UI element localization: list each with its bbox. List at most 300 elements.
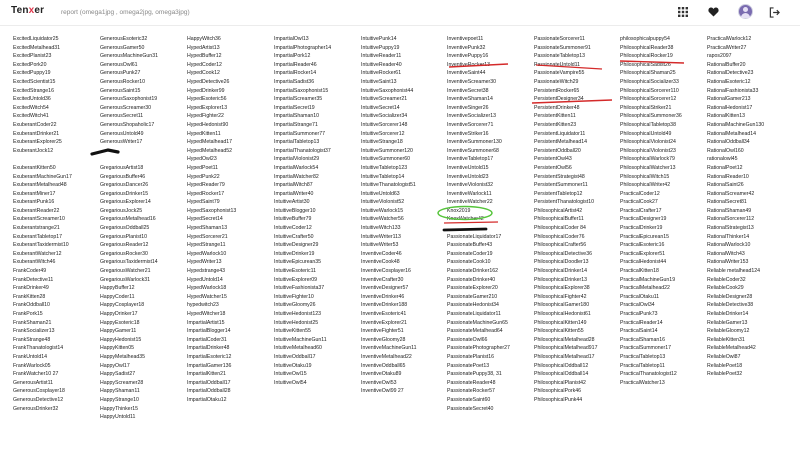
username-item[interactable]: IntuitiveScreamer21 [361,96,408,103]
username-item[interactable]: RationalThinker14 [707,233,750,240]
username-item[interactable]: PhilosophicalExplorer38 [534,285,590,292]
username-item[interactable]: InventiveDrinker188 [361,302,408,309]
username-item[interactable]: HypedPunk22 [187,173,220,180]
username-item[interactable]: HypedMetalhead17 [187,139,232,146]
username-item[interactable]: GenerousUntold49 [100,130,144,137]
username-item[interactable]: GenerousDrinker32 [13,405,59,412]
username-item[interactable]: ImpartialSaxophonist15 [274,87,329,94]
username-item[interactable]: IntuitiveViolonist52 [361,199,405,206]
username-item[interactable]: HappyCosplayer18 [100,302,145,309]
username-item[interactable]: ImpartialWarlock54 [274,164,319,171]
username-item[interactable]: PracticalEsoteric16 [620,242,665,249]
username-item[interactable]: PassionateWitch29 [534,78,579,85]
username-item[interactable]: ExcitedMetalhead31 [13,44,61,51]
username-item[interactable] [100,147,186,156]
username-item[interactable]: IntuitiveOwl15 [274,371,307,378]
username-item[interactable]: PhilosophicalWatcher13 [620,164,676,171]
username-item[interactable]: GenerousDetective12 [13,396,64,403]
username-item[interactable]: HypedSaxophonist13 [187,207,237,214]
username-item[interactable]: rapos2097 [707,53,732,60]
username-item[interactable]: IntuitiveWitch133 [361,225,401,232]
username-item[interactable]: ReliableDesigner28 [707,293,753,300]
username-item[interactable]: HappyScreamer28 [100,379,144,386]
username-item[interactable]: IntuitiveFighter10 [274,293,314,300]
username-item[interactable]: Exuberantstrange21 [13,225,60,232]
username-item[interactable]: GenerousSaint15 [100,87,141,94]
username-item[interactable]: ImpartialOddball17 [187,379,231,386]
username-item[interactable]: RationalOddball34 [707,139,750,146]
username-item[interactable]: ImpartialWatcher82 [274,173,319,180]
username-item[interactable]: PassionateReader48 [447,379,496,386]
username-item[interactable]: ExuberantTabletop17 [13,233,63,240]
username-item[interactable]: HappyDrinker17 [100,311,138,317]
username-item[interactable]: ExuberantJock12 [13,147,54,154]
username-item[interactable]: ImpartialCoder31 [187,336,227,343]
username-item[interactable]: ImpartialOddball28 [187,388,231,395]
username-item[interactable]: HypedKitten11 [187,130,221,137]
username-item[interactable]: PassionateSaint60 [447,396,491,403]
username-item[interactable]: HypedCook12 [187,70,220,77]
username-item[interactable]: ExuberantCoder22 [13,121,57,128]
username-item[interactable]: PracticalWriter27 [707,44,747,51]
username-item[interactable]: IntuitiveSecret14 [361,104,400,111]
username-item[interactable]: ImpartialDrinker48 [187,345,230,352]
username-item[interactable]: IntuitivePunk14 [361,36,397,42]
username-item[interactable]: PracticalPunk73 [620,311,658,317]
username-item[interactable]: IntuitiveTabletop123 [361,164,408,171]
username-item[interactable]: RationalEsoteric12 [707,78,751,85]
username-item[interactable]: HypedWarlock10 [187,250,227,257]
username-item[interactable]: Hypedstrange43 [187,268,226,275]
username-item[interactable]: PassionateGamer210 [447,293,498,300]
username-item[interactable]: ExuberantWatcher12 [13,250,62,257]
username-item[interactable]: IntuitiveRocker61 [361,70,402,77]
username-item[interactable]: HappyCoder11 [100,293,135,300]
username-item[interactable]: HypedEsoteric56 [187,96,227,103]
username-item[interactable]: PassionateVampire55 [534,70,585,77]
username-item[interactable]: ReliableGloomy12 [707,328,750,335]
username-item[interactable]: PersistentLiquidator11 [534,130,586,137]
username-item[interactable]: PassionateTabletop13 [534,53,586,60]
username-item[interactable]: ImpartialSecret19 [274,104,315,111]
username-item[interactable]: HappyHedonist15 [100,336,142,343]
username-item[interactable]: InventiveWarlock11 [447,190,492,197]
username-item[interactable]: IntuitiveHedonist25 [274,319,319,326]
username-item[interactable]: ExcitedWitch54 [13,104,49,111]
username-item[interactable]: GregariousWarlock31 [100,276,150,283]
username-item[interactable]: ImpartialBlogger14 [187,328,231,335]
username-item[interactable]: ReliableCoder32 [707,276,746,283]
username-item[interactable]: IntuitiveArtist30 [274,199,310,206]
username-item[interactable]: PhilosophicalSadist26 [620,61,671,68]
username-item[interactable]: ImpartialPork12 [274,53,311,60]
username-item[interactable]: FrankDetective11 [13,276,54,283]
username-item[interactable]: PhilosophicalDrinker14 [534,268,588,275]
username-item[interactable]: IntuitiveWriter53 [361,242,399,249]
username-item[interactable]: InventiveDesigner57 [361,285,409,292]
username-item[interactable]: GenerousGamer50 [100,44,145,51]
username-item[interactable]: InventiveGloomy28 [361,336,406,343]
username-item[interactable]: PassionateLiquidator17 [447,233,502,240]
username-item[interactable]: GenerousMachineGun31 [100,53,158,60]
username-item[interactable]: HypedMetalhead52 [187,147,232,154]
username-item[interactable]: PhilosophicalWriter42 [620,182,671,189]
username-item[interactable]: ImpartialGamer136 [187,362,232,369]
username-item[interactable]: PhilosophicalArtist42 [534,207,583,214]
username-item[interactable]: RationalGamer213 [707,96,751,103]
username-item[interactable]: RationalFashionista33 [707,87,759,94]
username-item[interactable]: PhilosophicalFighter42 [534,293,587,300]
username-item[interactable]: PassionateExplorer20 [447,285,498,292]
username-item[interactable]: RationalMetalhead14 [707,130,757,137]
username-item[interactable]: InventivePunk32 [447,44,486,51]
username-item[interactable]: IntuitiveSummoner120 [361,147,413,154]
username-item[interactable]: ImpartialRocker14 [274,70,317,77]
username-item[interactable]: InventiveCosplayer16 [361,268,411,275]
username-item[interactable]: PhilosophicalCoder 84 [534,225,586,232]
username-item[interactable]: ReliableCook29 [707,285,744,292]
username-item[interactable]: HappyWitch36 [187,36,221,42]
username-item[interactable]: PersistentKitten23 [534,121,577,128]
username-item[interactable]: IntuitiveBlogger10 [274,207,316,214]
username-item[interactable]: PracticalSummoner17 [620,345,672,352]
username-item[interactable]: HappyUntold11 [100,414,136,421]
username-item[interactable]: ImpartialWitch87 [274,182,313,189]
username-item[interactable]: HappyOwl17 [100,362,130,369]
username-item[interactable]: InventiveMachineGun11 [361,345,417,352]
username-item[interactable]: InventiveSocializer13 [447,113,497,120]
username-item[interactable]: PhilosophicalSummoner36 [620,113,682,120]
username-item[interactable]: ReliablePoet18 [707,362,743,369]
username-item[interactable]: GenerousRocker10 [100,78,145,85]
username-item[interactable]: PersistentTabletop12 [534,190,583,197]
username-item[interactable]: ReliableMetalhead42 [707,345,756,352]
username-item[interactable]: ExuberantTaxidermist10 [13,242,69,249]
username-item[interactable]: PersistentOwl56 [534,164,572,171]
username-item[interactable]: ExuberantWitch46 [13,259,56,266]
username-item[interactable]: PassionateMetalhead64 [447,328,503,335]
username-item[interactable]: PracticalThanatologist12 [620,371,677,378]
username-item[interactable]: IntuitiveOwl54 [274,379,307,386]
username-item[interactable]: PassionateHedonist34 [447,302,499,309]
username-item[interactable]: GenerousSecret11 [100,113,144,120]
username-item[interactable]: GregariousReader12 [100,242,149,249]
username-item[interactable]: PhilosophicalStriker21 [620,104,672,111]
username-item[interactable]: HypedRocker17 [187,190,225,197]
username-item[interactable]: GenerousEsoteric32 [100,36,148,42]
username-item[interactable]: GregariousDrinker15 [100,190,149,197]
username-item[interactable]: PassionateCoder19 [447,250,493,257]
username-item[interactable]: InventivePuppy16 [447,53,489,60]
username-item[interactable]: HypedPoet11 [187,164,219,171]
username-item[interactable]: IntuitiveSaint13 [361,78,397,85]
username-item[interactable]: RationalSorcerer112 [707,216,755,223]
username-item[interactable]: HappyEsoteric18 [100,319,140,326]
username-item[interactable]: RationalStrategist13 [707,225,754,232]
username-item[interactable]: ExuberantExplorer25 [13,139,62,146]
username-item[interactable]: HypedDrinker99 [187,87,225,94]
username-item[interactable]: InventiveCook48 [361,259,400,266]
username-item[interactable]: PhilosophicalKitten55 [534,328,584,335]
username-item[interactable]: PassionateCook10 [447,259,491,266]
username-item[interactable]: InventiveSinger26 [447,104,489,111]
username-item[interactable]: PassionatePhotographer27 [447,345,510,352]
username-item[interactable]: RationalShaman49 [707,207,752,214]
username-item[interactable]: HappyStrange10 [100,396,139,403]
username-item[interactable]: PhilosophicalMetalhead17 [534,353,595,360]
username-item[interactable]: GregariousOddball25 [100,225,150,232]
username-item[interactable]: ExuberantMiner17 [13,190,56,197]
username-item[interactable]: GregariousDancer26 [100,182,149,189]
username-item[interactable]: IntuitiveEpicurean35 [274,259,322,266]
username-item[interactable]: IntuitiveDesigner29 [274,242,319,249]
username-item[interactable]: IntuitiveOddball17 [274,353,316,360]
username-item[interactable]: PassionateBuffer43 [447,242,493,249]
logout-icon[interactable] [767,5,781,19]
username-item[interactable]: PassionatePoet13 [447,362,490,369]
username-item[interactable]: ExcitedLiquidator25 [13,36,59,42]
username-item[interactable]: InventiveWatcher22 [447,199,493,206]
username-item[interactable]: IntuitiveSocializer34 [361,113,408,120]
username-item[interactable]: PhilosophicalDrinker13 [534,276,588,283]
username-item[interactable]: HypedWarlock18 [187,285,227,292]
username-item[interactable]: PracticalOwl34 [620,302,655,309]
username-item[interactable]: RationalWriter153 [707,259,749,266]
username-item[interactable]: PersistentSummoner11 [534,182,588,189]
username-item[interactable]: ExcitedWitch41 [13,113,49,120]
username-item[interactable]: GenerousWriter17 [100,139,143,146]
username-item[interactable]: IntuitiveOtaku19 [274,362,312,369]
heart-icon[interactable] [706,5,720,19]
username-item[interactable]: ExuberantPunk16 [13,199,55,206]
username-item[interactable]: InventiveSaint44 [447,70,486,77]
username-item[interactable]: InventiveSummoner130 [447,139,502,146]
username-item[interactable]: FrankDrinker49 [13,285,49,292]
username-item[interactable]: PersistentOwl43 [534,156,572,163]
username-item[interactable]: ExuberantMachineGun17 [13,173,72,180]
username-item[interactable]: HypedWriter13 [187,259,222,266]
username-item[interactable]: PassionateRocker57 [447,388,495,395]
username-item[interactable]: ImpartialArtist15 [187,319,225,326]
username-item[interactable]: IntuitiveWarlock15 [361,207,404,214]
username-item[interactable]: PhilosophicalPork46 [534,388,582,395]
username-item[interactable]: ExcitedPork20 [13,61,47,68]
username-item[interactable]: PracticalDrinker19 [620,225,663,232]
username-item[interactable]: PhilosophicalMetalhead917 [534,345,598,352]
username-item[interactable]: ImpartialWriter40 [274,190,314,197]
username-item[interactable]: IntuitiveTabletop14 [361,173,405,180]
username-item[interactable]: PhilosophicalKitten149 [534,319,587,326]
username-item[interactable]: PassionateDrinker40 [447,276,496,283]
username-item[interactable]: PhilosophicalWitch15 [620,173,670,180]
username-item[interactable]: HappyThinker15 [100,405,139,412]
username-item[interactable]: PhilosophicalHedonist61 [534,311,591,317]
username-item[interactable]: PhilosophicalShaman25 [620,70,676,77]
username-item[interactable]: HypedWatcher15 [187,293,227,300]
username-item[interactable]: ImpartialScreamer35 [274,96,323,103]
username-item[interactable]: PhilosophicalReader38 [620,44,674,51]
username-item[interactable]: Inventivepoet11 [447,36,484,42]
username-item[interactable]: IntuitiveWatcher56 [361,216,404,223]
username-item[interactable]: ImpartialStrange71 [274,121,318,128]
username-item[interactable]: HypedReader79 [187,182,225,189]
username-item[interactable]: Reliable metalhead124 [707,268,761,275]
username-item[interactable]: PracticalOtaku11 [620,293,660,300]
username-item[interactable]: ImpartialViolonist29 [274,156,320,163]
username-item[interactable]: FrankCoder49 [13,268,47,275]
username-item[interactable]: RationalSaint26 [707,182,744,189]
username-item[interactable]: PersistentRocker65 [534,87,580,94]
username-item[interactable]: RationalSecret81 [707,199,747,206]
username-item[interactable]: PracticalMetalhead22 [620,285,670,292]
username-item[interactable]: PhilosophicalDetective36 [534,250,592,257]
username-item[interactable]: PhilosophicalDoodler13 [534,259,589,266]
username-item[interactable]: InventiveRocker13 [447,61,490,68]
username-item[interactable]: GregariousExplorer14 [100,199,151,206]
username-item[interactable]: HappyGamer11 [100,328,137,335]
username-item[interactable]: PhilosophicalPlanist42 [534,379,586,386]
username-item[interactable]: PassionatePuppy38, 31 [447,371,502,378]
username-item[interactable]: HypedHedonist90 [187,121,229,128]
username-item[interactable]: ImpartialThanatologist37 [274,147,331,154]
username-item[interactable]: HypedCoder12 [187,61,222,68]
username-item[interactable]: PassionateMachineGun65 [447,319,508,326]
username-item[interactable]: ImpartialPhotographer14 [274,44,332,51]
username-item[interactable]: IntuitiveEsoteric11 [274,268,317,275]
username-item[interactable]: RationalKitten13 [707,113,746,120]
username-item[interactable]: GregariousJock25 [100,207,143,214]
username-item[interactable]: InventiveSorcerer71 [447,121,494,128]
username-item[interactable]: IntuitiveKitten55 [274,328,311,335]
username-item[interactable]: HypedShaman13 [187,225,228,232]
username-item[interactable]: HappyKitten05 [100,345,135,352]
username-item[interactable]: PhilosophicalUntold49 [620,130,672,137]
username-item[interactable]: IntuitiveSummoner60 [361,156,411,163]
username-item[interactable]: InventiveScreamer30 [447,78,497,85]
username-item[interactable]: RationalHedonist17 [707,104,753,111]
username-item[interactable]: FrankShaman21 [13,319,52,326]
username-item[interactable]: InventiveOwl99 27 [361,388,404,395]
username-item[interactable]: GenerousPunk27 [100,70,141,77]
username-item[interactable]: PersistentMetalhead14 [534,139,588,146]
username-item[interactable]: FrankOddball10 [13,302,50,309]
username-item[interactable]: ExuberantMetalhead48 [13,182,67,189]
username-item[interactable]: GregariousArtist18 [100,164,144,171]
username-item[interactable]: ImpartialEsoteric12 [187,353,232,360]
username-item[interactable]: GregariousBuffer46 [100,173,146,180]
username-item[interactable]: PhilosophicalViolonist24 [620,139,676,146]
username-item[interactable]: HappySadist27 [100,371,136,378]
username-item[interactable]: ReliableDetective38 [707,302,754,309]
username-item[interactable]: IntuitiveReader11 [361,53,402,60]
username-item[interactable]: PhilosophicalCrafter56 [534,242,587,249]
username-item[interactable]: GregariousTaxidermist14 [100,259,158,266]
username-item[interactable]: InventiveFighter51 [361,328,404,335]
username-item[interactable]: IntuitiveBuffer79 [274,216,312,223]
username-item[interactable]: IntuitiveSorcerer148 [361,121,408,128]
username-item[interactable]: ExuberantScreamer10 [13,216,65,223]
username-item[interactable]: InventiveStriker16 [447,130,489,137]
username-item[interactable]: PassionateDrinker162 [447,268,499,275]
username-item[interactable]: RationalWitch43 [707,250,745,257]
username-item[interactable]: RationalScreamer42 [707,190,755,197]
username-item[interactable]: InventiveSecret38 [447,87,489,94]
username-item[interactable]: PracticalKitten18 [620,268,659,275]
username-item[interactable]: HappyShaman11 [100,388,140,395]
username-item[interactable]: ReliableDrinker14 [707,311,749,317]
username-item[interactable]: ExcitedStrange16 [13,87,54,94]
username-item[interactable]: ExuberantDrinker21 [13,130,60,137]
username-item[interactable] [13,155,99,164]
username-item[interactable]: InventiveDrinker46 [361,293,405,300]
username-item[interactable]: IntuitiveHedonist123 [274,311,322,317]
username-item[interactable]: IntuitiveCoder12 [274,225,312,232]
username-item[interactable]: PhilosophicalViolonist23 [620,147,676,154]
username-item[interactable]: IntuitiveDrinker19 [274,250,315,257]
username-item[interactable]: GregariousRocker30 [100,250,148,257]
username-item[interactable]: PassionatePlanist16 [447,353,495,360]
username-item[interactable]: RationalBuffer20 [707,61,746,68]
search-input[interactable] [61,4,621,20]
username-item[interactable]: PersistentKitten11 [534,113,576,120]
username-item[interactable]: PersistentDesigner34 [534,96,584,103]
username-item[interactable]: HappyBuffer12 [100,285,135,292]
username-item[interactable]: PhilosophicalSocializer33 [620,78,679,85]
username-item[interactable]: GregariousPlanist10 [100,233,148,240]
username-item[interactable]: RationalOwl160 [707,147,744,154]
username-item[interactable]: PassionateSorcerer11 [534,36,585,42]
username-item[interactable]: InventiveCoder46 [361,250,402,257]
username-item[interactable]: PracticalSaint14 [620,328,658,335]
username-item[interactable]: RationalPoet12 [707,164,743,171]
username-item[interactable]: HypedArtist13 [187,44,220,51]
username-item[interactable]: IntuitiveSorcerer12 [361,130,405,137]
username-item[interactable]: PracticalWarlock12 [707,36,752,42]
username-item[interactable]: InventiveMetalhead22 [361,353,412,360]
username-item[interactable]: ExcitedPuppy19 [13,70,51,77]
username-item[interactable]: GregariousWatcher21 [100,268,151,275]
username-item[interactable]: GenerousSaxophonist19 [100,96,158,103]
username-item[interactable]: PhilosophicalCoder76 [534,233,585,240]
username-item[interactable]: ReliableOwl87 [707,353,741,360]
username-item[interactable]: ExcitedUntold36 [13,96,51,103]
username-item[interactable]: IntuitiveThanatologist51 [361,182,416,189]
username-item[interactable]: InventiveCrafter30 [361,276,404,283]
username-item[interactable]: PersistentThanatologist10 [534,199,594,206]
grid-icon[interactable] [676,5,690,19]
username-item[interactable]: RationalDetective23 [707,70,754,77]
username-item[interactable]: ExuberantReader22 [13,207,60,214]
username-item[interactable]: ImpartialKitten21 [187,371,226,378]
username-item[interactable]: IntuitiveGloomy26 [274,302,316,309]
username-item[interactable]: PhilosophicalGamer180 [534,302,590,309]
username-item[interactable]: PersistentOddball20 [534,147,581,154]
username-item[interactable]: InventiveViolonist32 [447,182,494,189]
username-item[interactable]: PracticalEpicurean15 [620,233,670,240]
username-item[interactable] [447,224,533,233]
username-item[interactable]: PracticalHedonist44 [620,259,667,266]
username-item[interactable]: PracticalCrafter17 [620,207,662,214]
username-item[interactable]: HypedOwl23 [187,156,217,163]
username-item[interactable]: HypedBuffer12 [187,53,222,60]
username-item[interactable]: philosophicalpuppy54 [620,36,670,42]
username-item[interactable]: hypedwitch23 [187,302,219,309]
username-item[interactable]: PhilosophicalOddball12 [534,362,589,369]
username-item[interactable]: FrankPork15 [13,311,43,317]
username-item[interactable]: FrankSocializer13 [13,328,55,335]
username-item[interactable]: HypedStrange11 [187,242,226,249]
username-item[interactable]: IntuitiveUntold63 [361,190,400,197]
